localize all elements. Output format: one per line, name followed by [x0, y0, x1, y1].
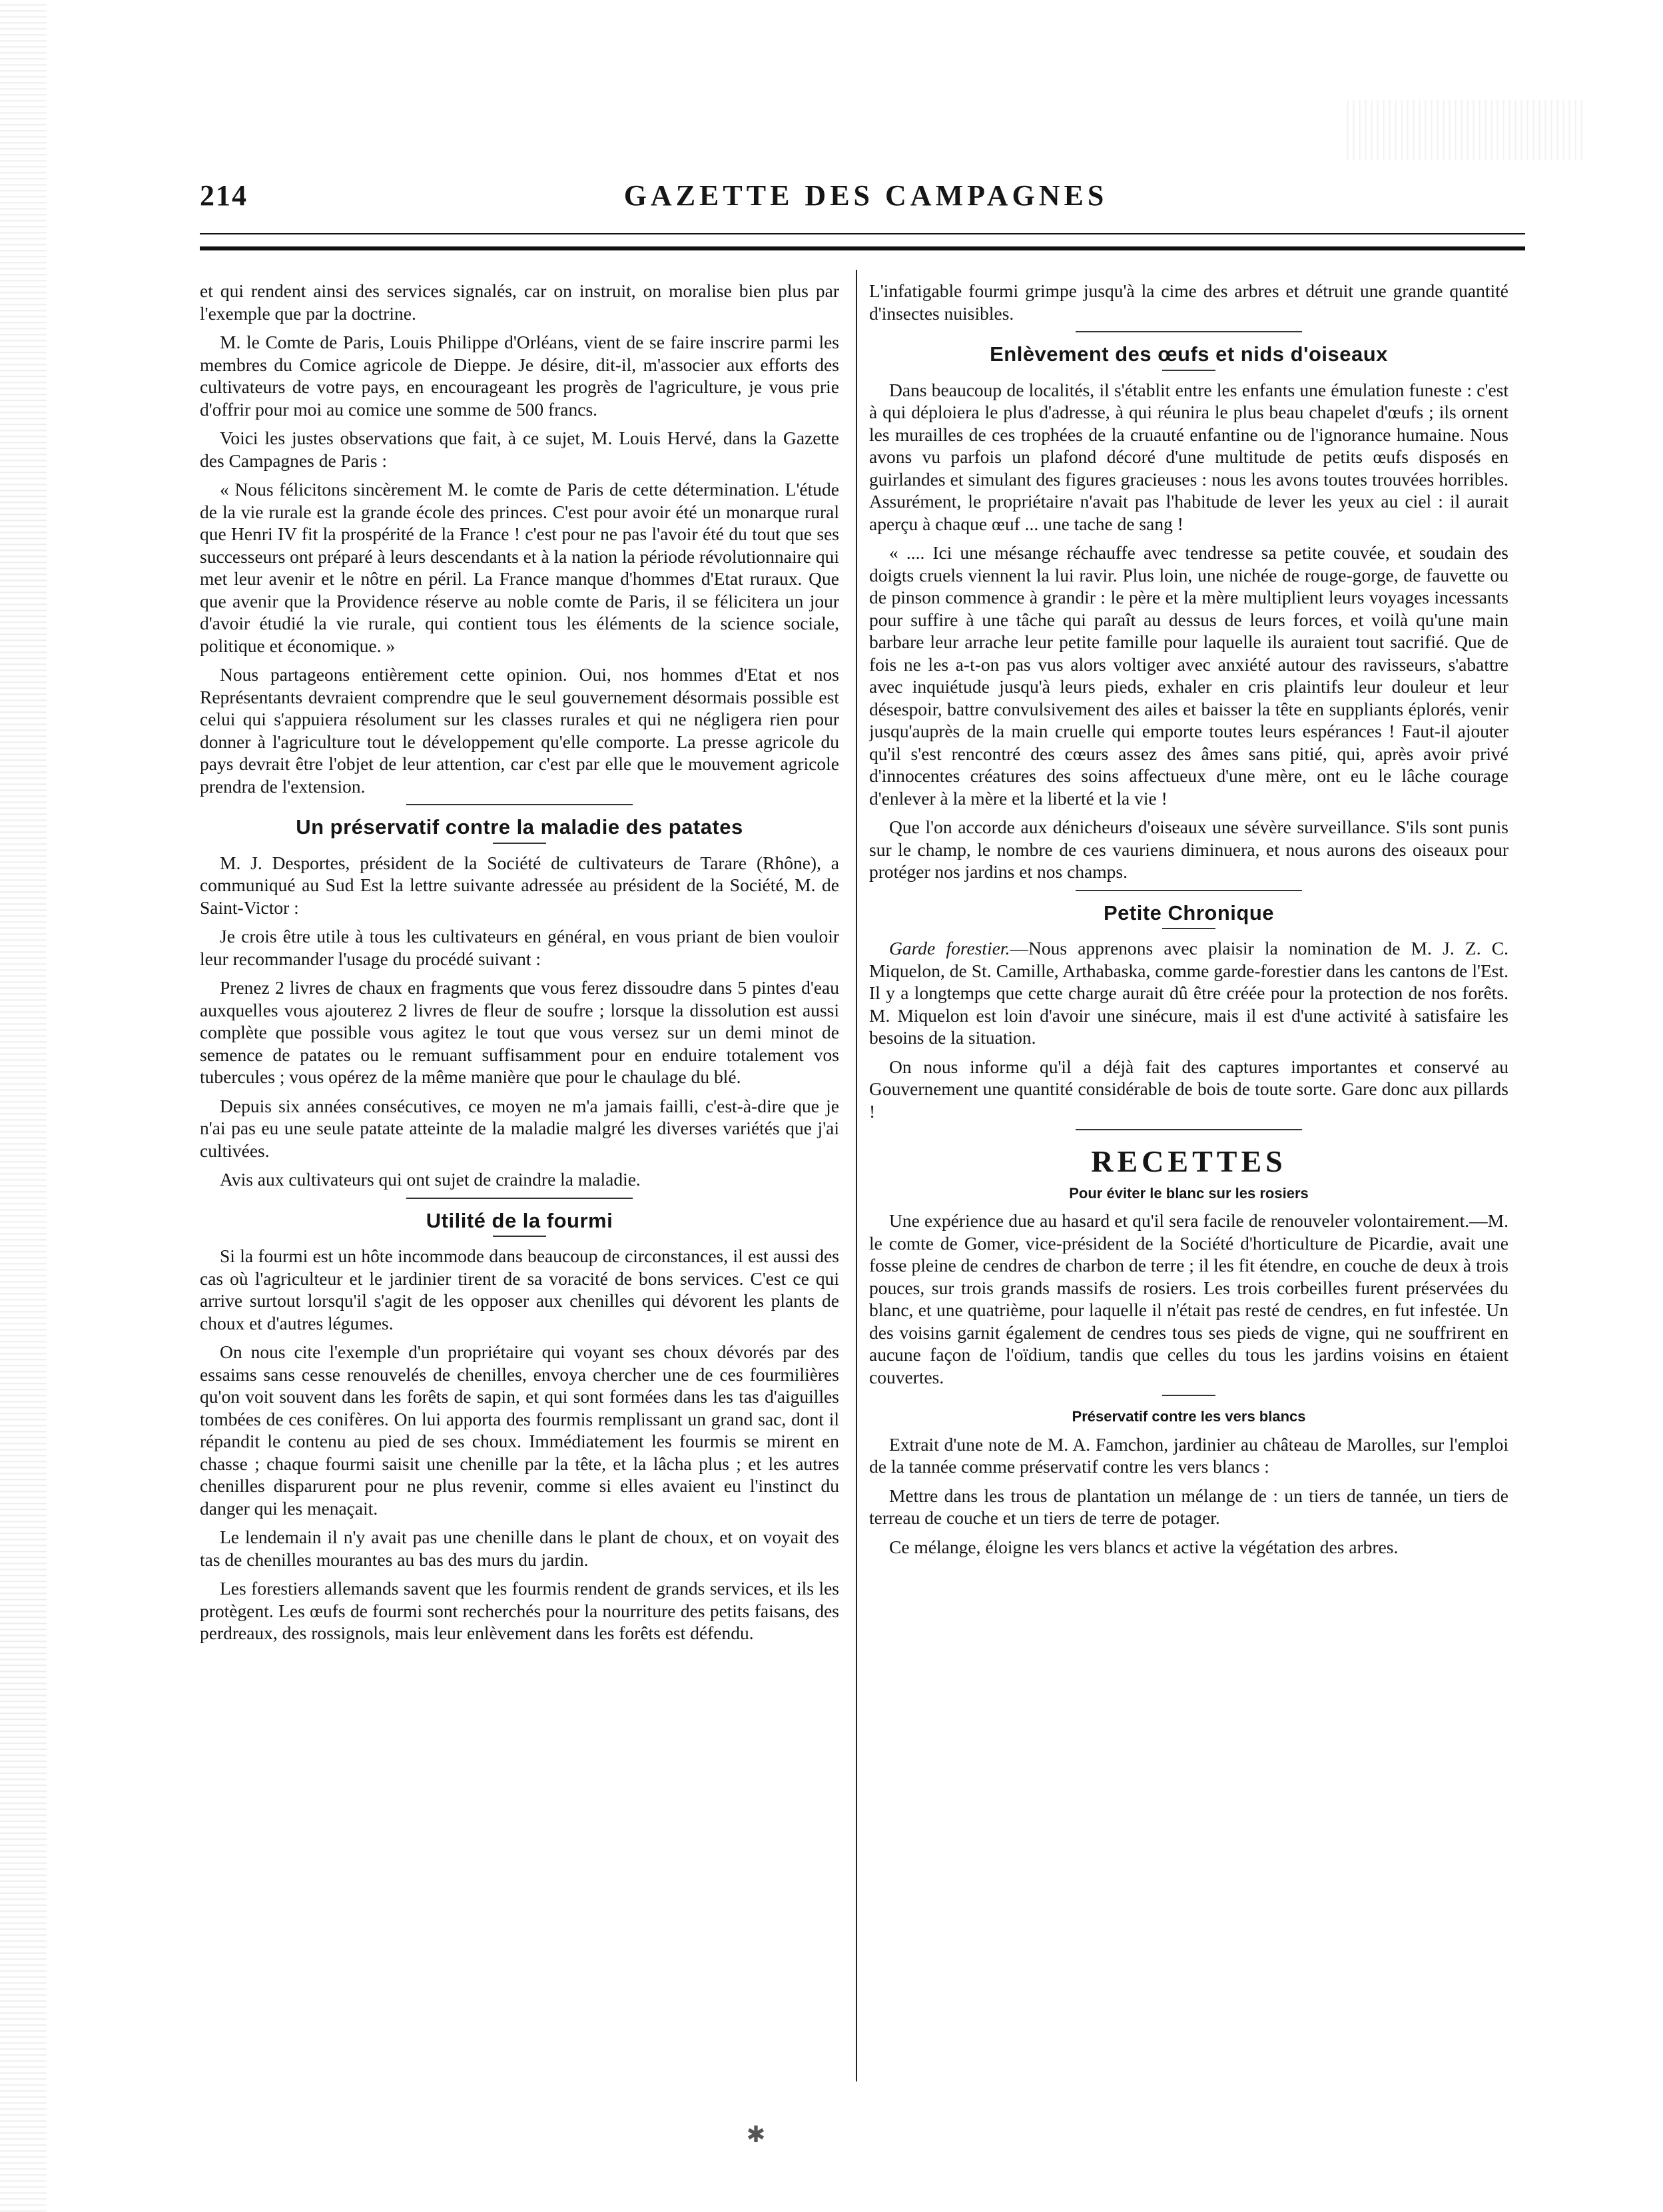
right-column — [869, 280, 1508, 2078]
section-heading-patates: Un préservatif contre la maladie des patates — [296, 815, 743, 839]
paragraph: Avis aux cultivateurs qui ont sujet de craindre la maladie. — [220, 1169, 641, 1190]
section-separator — [1076, 1129, 1302, 1130]
header-rule-thin — [200, 233, 1525, 234]
paragraph — [869, 937, 1508, 1049]
paragraph: Que l'on accorde aux dénicheurs d'oiseaux une sévère surveillance. S'ils sont punis sur le champ, le nombre de ces vauriens diminuera, et nous aurons des oiseaux pour protéger nos jardins et nos champs. — [869, 817, 1508, 882]
paragraph: Nous partageons entièrement cette opinion. Oui, nos hommes d'Etat et nos Représentants devraient comprendre que le seul gouvernement désormais possible est celui qui s'appuiera résolument sur les classes rurales et qui ne négligera rien pour donner à l'agriculture tout le développement qu'elle comporte. La presse agricole du pays devrait être l'objet de leur attention, car c'est par elle que le mouvement agricole prendra de l'extension. — [200, 664, 839, 797]
column-divider — [856, 270, 857, 2081]
scan-edge-noise — [0, 0, 47, 2212]
paragraph: L'infatigable fourmi grimpe jusqu'à la cime des arbres et détruit une grande quantité d'insectes nuisibles. — [869, 280, 1508, 324]
journal-title: GAZETTE DES CAMPAGNES — [623, 179, 1108, 212]
heading-dash — [493, 1236, 546, 1237]
header-rule-thick — [200, 246, 1525, 250]
heading-dash — [493, 843, 546, 844]
paragraph: Le lendemain il n'y avait pas une chenille dans le plant de choux, et on voyait des tas de chenilles mourantes au bas des murs du jardin. — [200, 1527, 839, 1570]
paragraph: M. J. Desportes, président de la Société de cultivateurs de Tarare (Rhône), a communiqué au Sud Est la lettre suivante adressée au président de la Société, M. de Saint-Victor : — [200, 852, 839, 918]
paragraph: Je crois être utile à tous les cultivateurs en général, en vous priant de bien vouloir leur recommander l'usage du procédé suivant : — [200, 926, 839, 969]
subheading-vers-blancs: Préservatif contre les vers blancs — [1072, 1408, 1306, 1425]
page-header — [200, 179, 1525, 225]
paragraph: Extrait d'une note de M. A. Famchon, jardinier au château de Marolles, sur l'emploi de la tannée comme préservatif contre les vers blancs : — [869, 1433, 1508, 1477]
section-heading-oeufs: Enlèvement des œufs et nids d'oiseaux — [990, 342, 1388, 366]
section-separator — [406, 804, 633, 805]
section-separator — [1076, 890, 1302, 891]
page-number: 214 — [200, 179, 248, 212]
paragraph: Si la fourmi est un hôte incommode dans beaucoup de circonstances, il est aussi des cas où l'agriculteur et le jardinier tirent de sa voracité de bons services. C'est ce qui arrive surtout lorsqu'il s'agit de les opposer aux chenilles qui dévorent les plants de choux et d'autres légumes. — [200, 1246, 839, 1333]
subheading-rosiers: Pour éviter le blanc sur les rosiers — [1069, 1184, 1309, 1202]
paragraph-text: —Nous apprenons avec plaisir la nomination de M. J. Z. C. Miquelon, de St. Camille, Arthabaska, comme garde-forestier dans les cantons de l'Est. Il y a longtemps que cette charge aurait dû être créée pour la protection de nos forêts. M. Miquelon est loin d'avoir une sinécure, mais il est d'une activité à satisfaire les besoins de la situation. — [869, 938, 1508, 1048]
heading-dash — [1162, 370, 1215, 371]
paragraph: Mettre dans les trous de plantation un mélange de : un tiers de tannée, un tiers de terreau de couche et un tiers de terre de potager. — [869, 1485, 1508, 1528]
paragraph: Prenez 2 livres de chaux en fragments que vous ferez dissoudre dans 5 pintes d'eau auxquelles vous ajouterez 2 livres de fleur de soufre ; lorsque la dissolution est aussi complète que possible vous agitez le tout que vous versez sur un demi minot de semence de patates ou le remuant suffisamment pour en enduire totalement vos tubercules ; vous opérez de la même manière que pour le chaulage du blé. — [200, 977, 839, 1087]
paragraph: Voici les justes observations que fait, à ce sujet, M. Louis Hervé, dans la Gazette des Campagnes de Paris : — [200, 428, 839, 471]
paragraph: Les forestiers allemands savent que les fourmis rendent de grands services, et ils les protègent. Les œufs de fourmi sont recherchés pour la nourriture des petits faisans, des perdreaux, des rossignols, mais leur enlèvement dans les forêts est défendu. — [200, 1578, 839, 1643]
scan-noise — [1343, 100, 1583, 160]
paragraph: Dans beaucoup de localités, il s'établit entre les enfants une émulation funeste : c'est à qui déploiera le plus d'adresse, à qui réunira le plus beau chapelet d'œufs ; ils ornent les murailles de ces trophées de la cruauté enfantine ou de l'ignorance humaine. Nous avons vu parfois un plafond décoré d'une multitude de petits œufs disposés en guirlandes et simulant des figures gracieuses : nous les avons toutes trouvées horribles. Assurément, le propriétaire n'avait pas l'habitude de lever les yeux au ciel : il aurait aperçu à chaque œuf ... une tache de sang ! — [869, 379, 1508, 534]
heading-dash — [1162, 1395, 1215, 1396]
paragraph: On nous informe qu'il a déjà fait des captures importantes et conservé au Gouvernement une quantité considérable de bois de toute sorte. Gare donc aux pillards ! — [869, 1056, 1508, 1122]
quote-paragraph: « .... Ici une mésange réchauffe avec tendresse sa petite couvée, et soudain des doigts cruels viennent la lui ravir. Plus loin, une nichée de rouge-gorge, de fauvette ou de pinson commence à grandir : le père et la mère multiplient leurs voyages incessants pour suffire à une tâche qui paraît au dessus de leurs forces, et voilà qu'une main barbare leur arrache leur petite famille pour laquelle ils auraient tout sacrifié. Que de fois ne les a-t-on pas vus alors voltiger avec anxiété autour des ravisseurs, s'abattre avec inquiétude jusqu'à leurs pieds, exhaler en cris plaintifs leur douleur et leur désespoir, battre convulsivement des ailes et baisser la tête en suppliants éplorés, venir jusqu'auprès de la main cruelle qui emporte toutes leurs espérances ! Faut-il ajouter qu'il s'est rencontré des cœurs assez des âmes sans pitié, qui, après avoir privé d'innocentes créatures des soins affectueux d'une mère, ont eu le lâche courage d'enlever à la mère et la liberté et la vie ! — [869, 542, 1508, 809]
run-in-label: Garde forestier. — [889, 938, 1010, 958]
section-heading-chronique: Petite Chronique — [1103, 901, 1274, 924]
section-separator — [406, 1198, 633, 1199]
paragraph: On nous cite l'exemple d'un propriétaire qui voyant ses choux dévorés par des essaims sans cesse renouvelés de chenilles, envoya chercher une de ces fourmilières qu'on voit souvent dans les forêts de sapin, et qui sont formées dans les tas d'aiguilles tombées de ces conifères. On lui apporta des fourmis remplissant un grand sac, dont il répandit le contenu au pied de ses choux. Immédiatement les fourmis se mirent en chasse ; chaque fourmi saisit une chenille par la tête, et la lâcha plus ; et les autres chenilles disparurent pour ne plus revenir, comme si elles avaient eu l'instinct du danger qui les menaçait. — [200, 1341, 839, 1519]
left-column — [200, 280, 839, 2078]
paragraph: et qui rendent ainsi des services signalés, car on instruit, on moralise bien plus par l'exemple que par la doctrine. — [200, 280, 839, 324]
section-heading-recettes: RECETTES — [1091, 1144, 1287, 1178]
section-separator — [1076, 331, 1302, 332]
section-heading-fourmi: Utilité de la fourmi — [426, 1208, 613, 1232]
scan-smudge: ✱ — [746, 2123, 766, 2147]
heading-dash — [1162, 928, 1215, 929]
paragraph: Une expérience due au hasard et qu'il sera facile de renouveler volontairement.—M. le comte de Gomer, vice-président de la Société d'horticulture de Picardie, avait une fosse pleine de cendres de charbon de terre ; il les fit étendre, en couche de deux à trois pouces, sur trois grands massifs de rosiers. Les trois corbeilles furent préservées du blanc, et une quatrième, pour laquelle il n'était pas resté de cendres, en fut infestée. Un des voisins garnit également de cendres tous ses pieds de vigne, qui ne souffrirent en aucune façon de l'oïdium, tandis que celles du tous les jardins voisins en étaient couvertes. — [869, 1210, 1508, 1387]
quote-paragraph: « Nous félicitons sincèrement M. le comte de Paris de cette détermination. L'étude de la vie rurale est la grande école des princes. C'est pour avoir été un monarque rural que Henri IV fit la prospérité de la France ! c'est pour ne pas l'avoir été du tout que ses successeurs ont préparé à leurs descendants et à la nation la période révolutionnaire qui met leur avenir et le nôtre en péril. La France manque d'hommes d'Etat ruraux. Que que avenir que la Providence réserve au noble comte de Paris, il se félicitera un jour d'avoir étudié la vie rurale, qui contient tous les éléments de la science sociale, politique et économique. » — [200, 479, 839, 656]
paragraph: Depuis six années consécutives, ce moyen ne m'a jamais failli, c'est-à-dire que je n'ai pas eu une seule patate atteinte de la maladie malgré les diverses variétés que j'ai cultivées. — [200, 1095, 839, 1161]
paragraph: Ce mélange, éloigne les vers blancs et active la végétation des arbres. — [889, 1536, 1399, 1557]
paragraph: M. le Comte de Paris, Louis Philippe d'Orléans, vient de se faire inscrire parmi les membres du Comice agricole de Dieppe. Je désire, dit-il, m'associer aux efforts des cultivateurs de votre pays, en encourageant les progrès de l'agriculture, je vous prie d'offrir pour moi au comice une somme de 500 francs. — [200, 332, 839, 420]
